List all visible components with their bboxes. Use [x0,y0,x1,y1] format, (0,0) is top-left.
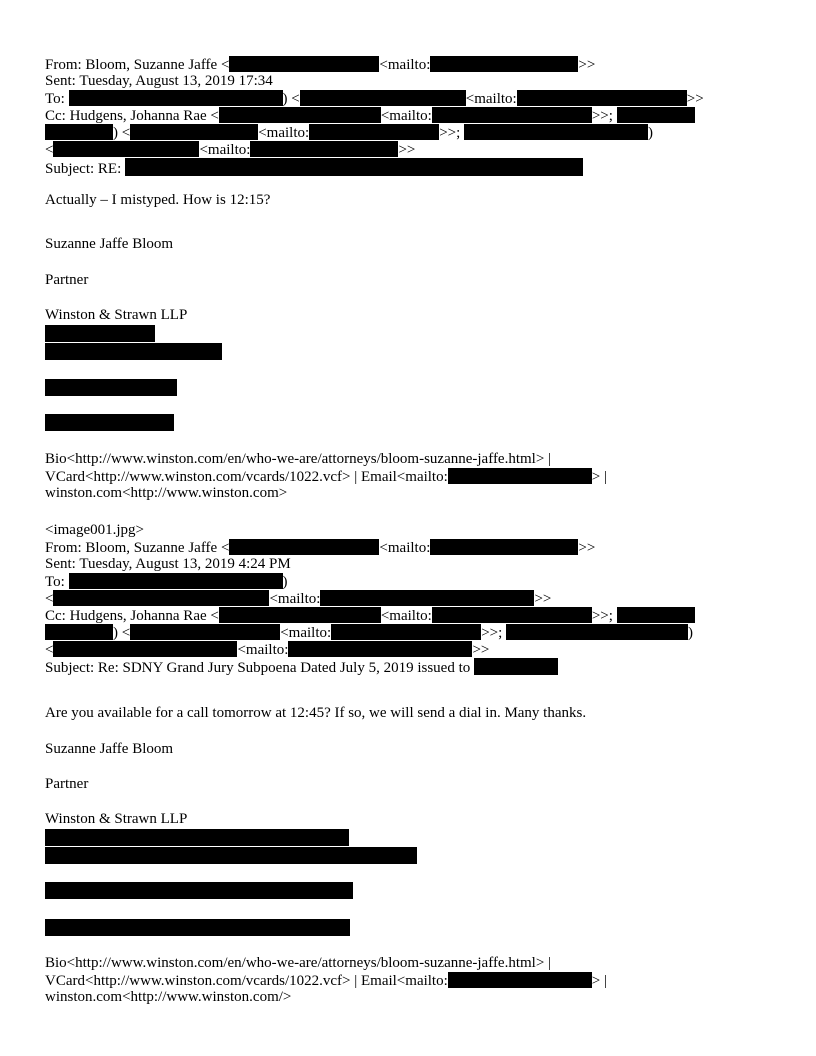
redaction [45,829,349,846]
redaction [45,124,113,140]
lt: < [45,142,54,158]
lt: < [45,591,54,607]
paren-close: ) [688,625,694,641]
close-bracket: >> [578,57,596,73]
mailto-label: <mailto: [380,608,432,624]
redaction [288,641,472,657]
sig2-bio-link[interactable]: Bio<http://www.winston.com/en/who-we-are/attorneys/bloom-suzanne-jaffe.html> | [45,955,552,971]
mailto-label: <mailto: [199,142,251,158]
redaction [430,56,578,72]
sig2-firm: Winston & Strawn LLP [45,811,188,827]
redaction [45,847,417,864]
pipe: > | [591,973,607,989]
mailto-label: <mailto: [280,625,332,641]
sep: >>; [591,608,613,624]
redaction [45,343,222,360]
mailto-label: <mailto: [258,125,310,141]
lt: < [45,642,54,658]
pipe: > | [591,469,607,485]
redaction [229,56,379,72]
vcard-email-link[interactable]: VCard<http://www.winston.com/vcards/1022.vcf> | Email<mailto: [45,469,448,485]
cc-label: Cc: Hudgens, Johanna Rae < [45,608,219,624]
redaction [448,468,592,484]
mailto-label: <mailto: [379,540,431,556]
image-reference: <image001.jpg> [45,522,144,538]
msg1-cc-line-2 [45,124,653,142]
redaction [474,658,558,675]
msg2-to-line [45,573,288,591]
close-bracket: >> [686,91,704,107]
close-bracket: >> [472,642,490,658]
redaction [45,414,174,431]
sig1-name: Suzanne Jaffe Bloom [45,236,174,252]
redaction [125,158,583,176]
subject-label: Subject: RE: [45,161,122,177]
cc-label: Cc: Hudgens, Johanna Rae < [45,108,219,124]
paren: ) < [113,125,131,141]
redaction [517,90,687,106]
redaction [130,624,280,640]
redaction [45,919,350,936]
redaction [432,607,592,623]
redaction [250,141,398,157]
redaction [229,539,379,555]
sig1-title: Partner [45,272,89,288]
close-bracket: >> [578,540,596,556]
msg2-cc-line [45,607,695,625]
vcard-email-link[interactable]: VCard<http://www.winston.com/vcards/1022.vcf> | Email<mailto: [45,973,448,989]
sig1-vcard-email-line [45,468,607,486]
redaction [506,624,688,640]
sep: >>; [439,125,461,141]
sig2-vcard-email-line [45,972,607,990]
redaction [219,107,381,123]
sig1-bio-link[interactable]: Bio<http://www.winston.com/en/who-we-are/attorneys/bloom-suzanne-jaffe.html> | [45,451,552,467]
redaction [464,124,648,140]
redaction [69,90,283,106]
redaction [331,624,481,640]
redaction [45,624,113,640]
redaction [45,379,177,396]
msg1-sent-line: Sent: Tuesday, August 13, 2019 17:34 [45,73,273,89]
to-label: To: [45,574,65,590]
close-bracket: >> [398,142,416,158]
redaction [309,124,439,140]
msg2-cc-line-3 [45,641,489,659]
msg1-from-line [45,56,595,74]
msg1-from-label: From: Bloom, Suzanne Jaffe < [45,57,230,73]
redaction [300,90,466,106]
msg1-cc-line [45,107,695,125]
sig2-website-link[interactable]: winston.com<http://www.winston.com/> [45,989,292,1005]
to-label: To: [45,91,65,107]
msg1-body: Actually – I mistyped. How is 12:15? [45,192,271,208]
redaction [617,607,695,623]
redaction [219,607,381,623]
msg2-body: Are you available for a call tomorrow at 12:45? If so, we will send a dial in. Many thanks. [45,705,587,721]
redaction [617,107,695,123]
mailto-label: <mailto: [380,108,432,124]
msg1-cc-line-3 [45,141,415,159]
close-bracket: >> [534,591,552,607]
paren: ) < [282,91,300,107]
redaction [320,590,534,606]
redaction [45,882,353,899]
sig1-firm: Winston & Strawn LLP [45,307,188,323]
mailto-label: <mailto: [379,57,431,73]
msg2-subject-line [45,658,558,677]
redaction [53,641,237,657]
msg2-from-line [45,539,595,557]
sig1-website-link[interactable]: winston.com<http://www.winston.com> [45,485,288,501]
sep: >>; [591,108,613,124]
msg1-to-line [45,90,704,108]
paren-close: ) [648,125,654,141]
redaction [53,590,269,606]
msg2-from-label: From: Bloom, Suzanne Jaffe < [45,540,230,556]
redaction [448,972,592,988]
sep: >>; [481,625,503,641]
paren-close: ) [282,574,288,590]
redaction [430,539,578,555]
redaction [45,325,155,342]
msg1-subject-line [45,158,583,178]
mailto-label: <mailto: [237,642,289,658]
mailto-label: <mailto: [269,591,321,607]
msg2-to-line-2 [45,590,551,608]
redaction [130,124,258,140]
paren: ) < [113,625,131,641]
msg2-sent-line: Sent: Tuesday, August 13, 2019 4:24 PM [45,556,291,572]
subject-label: Subject: Re: SDNY Grand Jury Subpoena Dated July 5, 2019 issued to [45,660,471,676]
redaction [69,573,283,589]
redaction [53,141,199,157]
sig2-name: Suzanne Jaffe Bloom [45,741,174,757]
msg2-cc-line-2 [45,624,693,642]
mailto-label: <mailto: [465,91,517,107]
redaction [432,107,592,123]
sig2-title: Partner [45,776,89,792]
